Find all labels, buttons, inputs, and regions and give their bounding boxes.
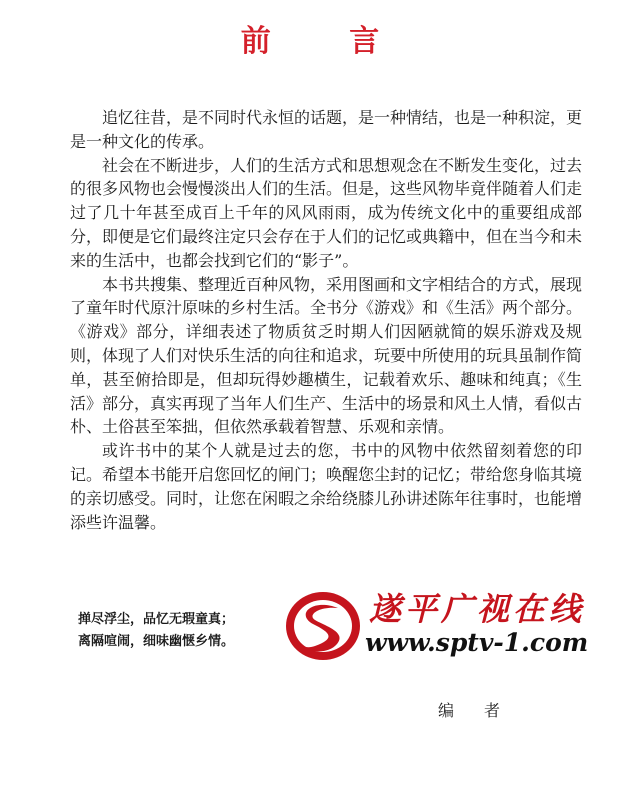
paragraph-2: 社会在不断进步，人们的生活方式和思想观念在不断发生变化，过去的很多风物也会慢慢淡出人们的生活。但是，这些风物毕竟伴随着人们走过了几十年甚至成百上千年的风风雨雨，成为传统文化中的重要组成部分，即便是它们最终注定只会存在于人们的记忆或典籍中，但在当今和未来的生活中，也都会找到它们的“影子”。 bbox=[70, 155, 583, 270]
preface-body bbox=[70, 106, 582, 534]
paragraph-4: 或许书中的某个人就是过去的您，书中的风物中依然留刻着您的印记。希望本书能开启您回忆的闸门；唤醒您尘封的记忆；带给您身临其境的亲切感受。同时，让您在闲暇之余给绕膝儿孙讲述陈年往事时，也能增添些许温馨。 bbox=[70, 441, 583, 532]
watermark-name: 遂平广视在线 bbox=[369, 590, 586, 628]
watermark-logo bbox=[283, 586, 603, 666]
signature: 编者 bbox=[438, 701, 531, 720]
sptv-logo-icon bbox=[283, 588, 363, 664]
paragraph-1: 追忆往昔，是不同时代永恒的话题，是一种情结，也是一种积淀，更是一种文化的传承。 bbox=[70, 108, 583, 151]
couplet-line-2: 离隔喧闹，细味幽惬乡情。 bbox=[78, 634, 235, 649]
couplet bbox=[78, 609, 234, 653]
couplet-line-1: 掸尽浮尘，品忆无瑕童真； bbox=[78, 612, 235, 627]
paragraph-3: 本书共搜集、整理近百种风物，采用图画和文字相结合的方式，展现了童年时代原汁原味的乡村生活。全书分《游戏》和《生活》两个部分。《游戏》部分，详细表述了物质贫乏时期人们因陋就简的娱乐游戏及规则，体现了人们对快乐生活的向往和追求，玩要中所使用的玩具虽制作简单，甚至俯拾即是，但却玩得妙趣横生，记载着欢乐、趣味和纯真；《生活》部分，真实再现了当年人们生产、生活中的场景和风土人情，看似古朴、土俗甚至笨拙，但依然承载着智慧、乐观和亲情。 bbox=[70, 274, 583, 437]
page-title: 前 言 bbox=[240, 24, 414, 59]
watermark-url: www.sptv-1.com bbox=[365, 628, 589, 657]
